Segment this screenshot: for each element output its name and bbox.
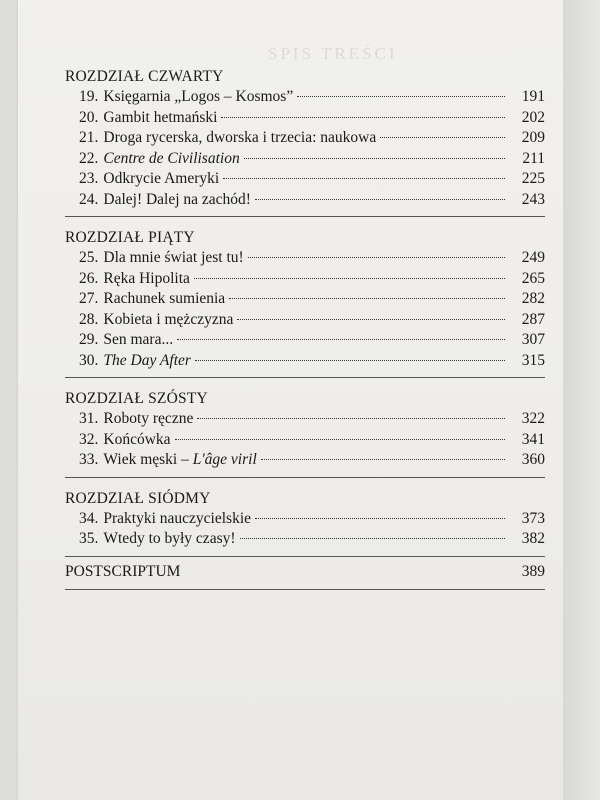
entry-number: 30. [79,351,99,369]
chapter-heading: ROZDZIAŁ PIĄTY [65,229,195,246]
dot-leader [229,298,505,299]
section-divider [65,477,545,478]
page-number: 249 [521,249,545,266]
entry-title [103,269,190,290]
entry-title-text: Końcówka [103,430,171,448]
entry-title [103,128,376,149]
entry-title-text: The Day After [103,351,191,369]
page-number: 322 [521,410,545,427]
dot-leader [255,199,505,200]
page-number: 209 [521,129,545,146]
entry-title [103,289,225,310]
entry-title-text: Dalej! Dalej na zachód! [103,190,251,208]
page-number: 315 [521,351,545,369]
page-number: 265 [521,269,545,287]
dot-leader [244,158,505,159]
table-of-contents [65,66,545,594]
page-number: 307 [521,331,545,348]
book-page [18,0,563,800]
section-divider [65,556,545,557]
page-number: 382 [521,530,545,547]
dot-leader [194,278,505,279]
dot-leader [195,360,505,361]
chapter-heading: ROZDZIAŁ SZÓSTY [65,390,208,407]
section-divider [65,589,545,590]
entry-number: 23. [79,170,99,187]
entry-number: 21. [79,129,99,146]
dot-leader [297,96,505,97]
entry-title [103,529,235,550]
entry-title [103,108,217,129]
facing-page-edge [563,0,600,800]
entry-number: 33. [79,451,99,468]
dot-leader [197,418,505,419]
toc-entry[interactable] [65,128,545,149]
toc-entry[interactable] [65,248,545,269]
entry-number: 34. [79,509,99,527]
toc-entry[interactable] [65,351,545,372]
bleed-through-text: SPIS TREŚCI [268,44,398,63]
entry-title-text: Droga rycerska, dworska i trzecia: naukowa [103,129,377,146]
dot-leader [175,439,505,440]
page-number: 341 [521,430,545,448]
dot-leader [261,459,505,460]
entry-number: 26. [79,269,99,287]
entry-title-text: Sen mara... [103,331,174,348]
entry-title [103,87,293,108]
entry-title [103,248,243,269]
entry-title [103,330,173,351]
page-number: 360 [521,451,545,468]
entry-number: 25. [79,249,99,266]
postscript-title: POSTSCRIPTUM [65,562,181,580]
entry-title [103,450,256,471]
toc-entry[interactable] [65,269,545,290]
entry-title [103,509,251,530]
postscript-entry[interactable] [65,561,545,583]
page-number: 191 [521,88,545,105]
toc-entry[interactable] [65,409,545,430]
entry-title-text: Kobieta i mężczyzna [103,310,234,328]
entry-title-text: Centre de Civilisation [103,149,240,167]
entry-title [103,430,170,451]
toc-entry[interactable] [65,509,545,530]
entry-title-text: Odkrycie Ameryki [103,170,220,187]
chapter-heading: ROZDZIAŁ CZWARTY [65,68,224,85]
toc-entry[interactable] [65,289,545,310]
entry-title-text: Dla mnie świat jest tu! [103,249,244,266]
dot-leader [237,319,505,320]
page-number: 202 [521,108,545,126]
entry-title [103,149,239,170]
entry-number: 24. [79,190,99,208]
entry-title [103,409,193,430]
entry-title [103,351,191,372]
page-number: 282 [521,290,545,307]
entry-number: 29. [79,331,99,348]
dot-leader [177,339,505,340]
entry-title-text: Księgarnia „Logos – Kosmos” [103,88,294,105]
chapter-heading: ROZDZIAŁ SIÓDMY [65,489,211,507]
toc-entry[interactable] [65,190,545,211]
entry-number: 22. [79,149,99,167]
dot-leader [248,257,505,258]
entry-number: 35. [79,530,99,547]
page-number: 373 [521,509,545,527]
entry-title-text: Rachunek sumienia [103,290,226,307]
entry-number: 31. [79,410,99,427]
page-number: 287 [521,310,545,328]
toc-entry[interactable] [65,430,545,451]
entry-number: 19. [79,88,99,105]
entry-number: 28. [79,310,99,328]
entry-title-text: Roboty ręczne [103,410,194,427]
toc-entry[interactable] [65,450,545,471]
toc-entry[interactable] [65,529,545,550]
page-number: 243 [521,190,545,208]
entry-title-text: Ręka Hipolita [103,269,190,287]
dot-leader [221,117,505,118]
toc-entry[interactable] [65,149,545,170]
entry-title-text: Wtedy to były czasy! [103,530,236,547]
entry-title [103,310,233,331]
section-divider [65,377,545,378]
toc-entry[interactable] [65,330,545,351]
entry-title-text: Wiek męski – [103,451,193,468]
dot-leader [380,137,505,138]
entry-title [103,190,251,211]
toc-entry[interactable] [65,169,545,190]
toc-entry[interactable] [65,310,545,331]
entry-title-text: Gambit hetmański [103,108,218,126]
entry-number: 20. [79,108,99,126]
page-number: 225 [521,170,545,187]
dot-leader [240,538,505,539]
entry-title [103,169,219,190]
page-number: 211 [522,149,545,167]
entry-number: 27. [79,290,99,307]
dot-leader [223,178,505,179]
toc-entry[interactable] [65,108,545,129]
entry-title-italic: L'âge viril [192,451,257,468]
postscript-page-number: 389 [521,562,545,580]
dot-leader [255,518,505,519]
section-divider [65,216,545,217]
toc-entry[interactable] [65,87,545,108]
entry-number: 32. [79,430,99,448]
entry-title-text: Praktyki nauczycielskie [103,509,252,527]
